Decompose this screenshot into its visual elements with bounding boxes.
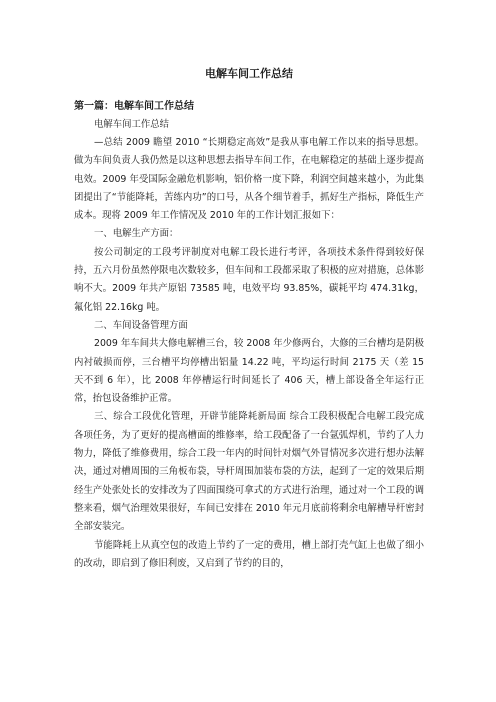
intro-paragraph: —总结 2009 瞻望 2010 “长期稳定高效”是我从事电解工作以来的指导思想。做为车间负责人我仍然是以这种思想去指导车间工作，在电解稳定的基础上逐步提高电效。2009 年受国际金融危机影响，铝价格一度下降，利润空间越来越小，为此集团提出了“节能降耗，苦练内功”的口号，从各个细节着手，抓好生产指标，降低生产成本。现将 2009 年工作情况及 2010 年的工作计划汇报如下： (74, 137, 424, 222)
heading-equipment-management: 二、车间设备管理方面 (94, 319, 188, 331)
equipment-management-paragraph: 2009 年车间共大修电解槽三台，较 2008 年少修两台，大修的三台槽均是阴极内衬破损而停，三台槽平均停槽出铝量 14.22 吨，平均运行时间 2175 天（差 15 天不到 6 年），比 2008 年停槽运行时间延长了 406 天，槽上部设备全年运行正常，抬包设备维护正常。 (74, 338, 424, 405)
sub-title: 电解车间工作总结 (94, 119, 170, 130)
comprehensive-section-paragraph: 三、综合工段优化管理，开辟节能降耗新局面 综合工段积极配合电解工段完成各项任务，为了更好的提高槽面的维修率，给工段配备了一台氩弧焊机，节约了人力物力，降低了维修费用，综合工段一年内的时间针对烟气外冒情况多次进行想办法解决，通过对槽周围的三角板布袋，导杆周围加装布袋的方法，起到了一定的效果后期经生产处张处长的安排改为了四面围绕可拿式的方式进行治理，通过对一个工段的调整来看，烟气治理效果很好，车间已安排在 2010 年元月底前将剩余电解槽导杆密封全部安装完。 (74, 411, 424, 533)
document-title: 电解车间工作总结 (205, 67, 293, 80)
energy-saving-paragraph: 节能降耗上从真空包的改造上节约了一定的费用，槽上部打壳气缸上也做了细小的改动，即启到了修旧利废，又启到了节约的目的， (74, 539, 424, 569)
section-heading: 第一篇：电解车间工作总结 (74, 101, 194, 112)
heading-electrolysis-production: 一、电解生产方面： (94, 228, 179, 240)
electrolysis-production-paragraph: 按公司制定的工段考评制度对电解工段长进行考评，各项技术条件得到较好保持，五六月份虽然停限电次数较多，但车间和工段都采取了积极的应对措施，总体影响不大。2009 年共产原铝 73585 吨，电效平均 93.85%，碳耗平均 474.31kg，氟化铝 22.16kg 吨。 (74, 246, 424, 313)
